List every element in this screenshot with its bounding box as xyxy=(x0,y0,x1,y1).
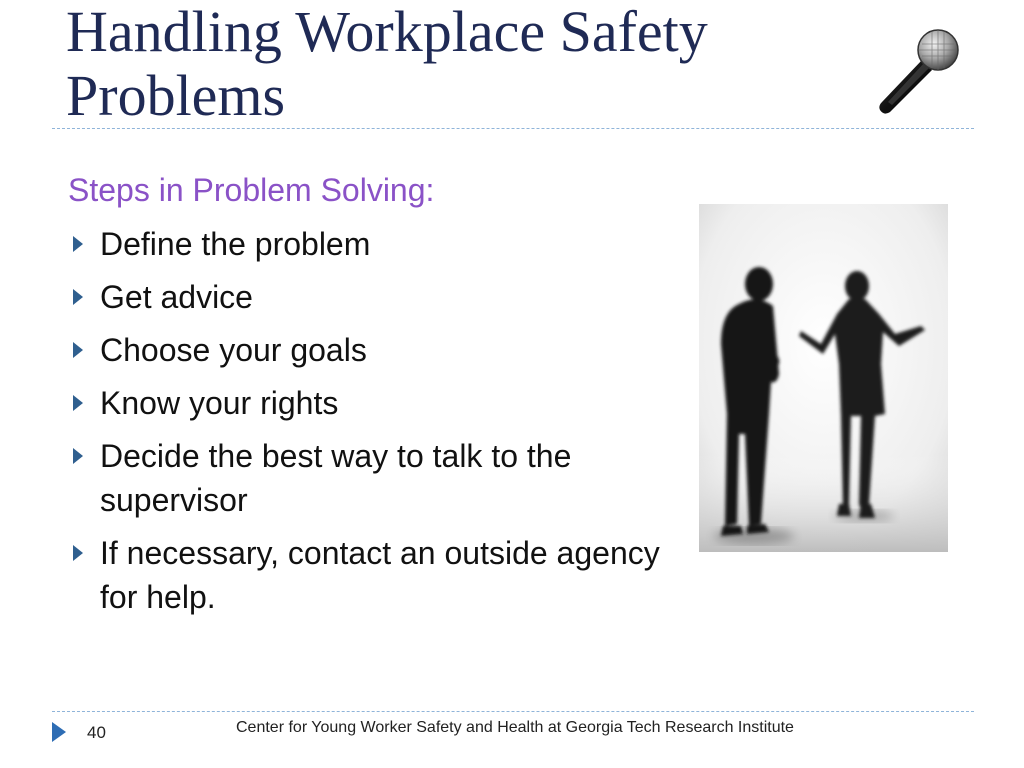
list-item xyxy=(70,328,690,372)
list-item-text: Choose your goals xyxy=(100,332,367,368)
triangle-right-icon xyxy=(73,289,83,305)
list-item-text: Decide the best way to talk to the supervisor xyxy=(100,438,572,518)
list-item xyxy=(70,531,690,619)
list-item-text: If necessary, contact an outside agency for help. xyxy=(100,535,660,615)
triangle-right-icon xyxy=(73,236,83,252)
list-item xyxy=(70,381,690,425)
list-item xyxy=(70,275,690,319)
page-number: 40 xyxy=(87,723,106,742)
triangle-right-icon xyxy=(73,545,83,561)
list-item-text: Know your rights xyxy=(100,385,339,421)
slide-title: Handling Workplace Safety Problems xyxy=(66,0,708,128)
triangle-right-icon xyxy=(52,722,66,742)
list-item xyxy=(70,222,690,266)
microphone-icon xyxy=(870,26,966,116)
subheading: Steps in Problem Solving: xyxy=(68,172,435,208)
list-item xyxy=(70,434,690,522)
triangle-right-icon xyxy=(73,342,83,358)
triangle-right-icon xyxy=(73,448,83,464)
list-item-text: Get advice xyxy=(100,279,253,315)
silhouettes-image xyxy=(699,204,948,552)
list-item-text: Define the problem xyxy=(100,226,371,262)
bullet-list xyxy=(70,222,690,628)
triangle-right-icon xyxy=(73,395,83,411)
footer-divider xyxy=(52,711,974,712)
footer-text: Center for Young Worker Safety and Health at Georgia Tech Research Institute xyxy=(236,719,794,736)
title-divider xyxy=(52,128,974,129)
